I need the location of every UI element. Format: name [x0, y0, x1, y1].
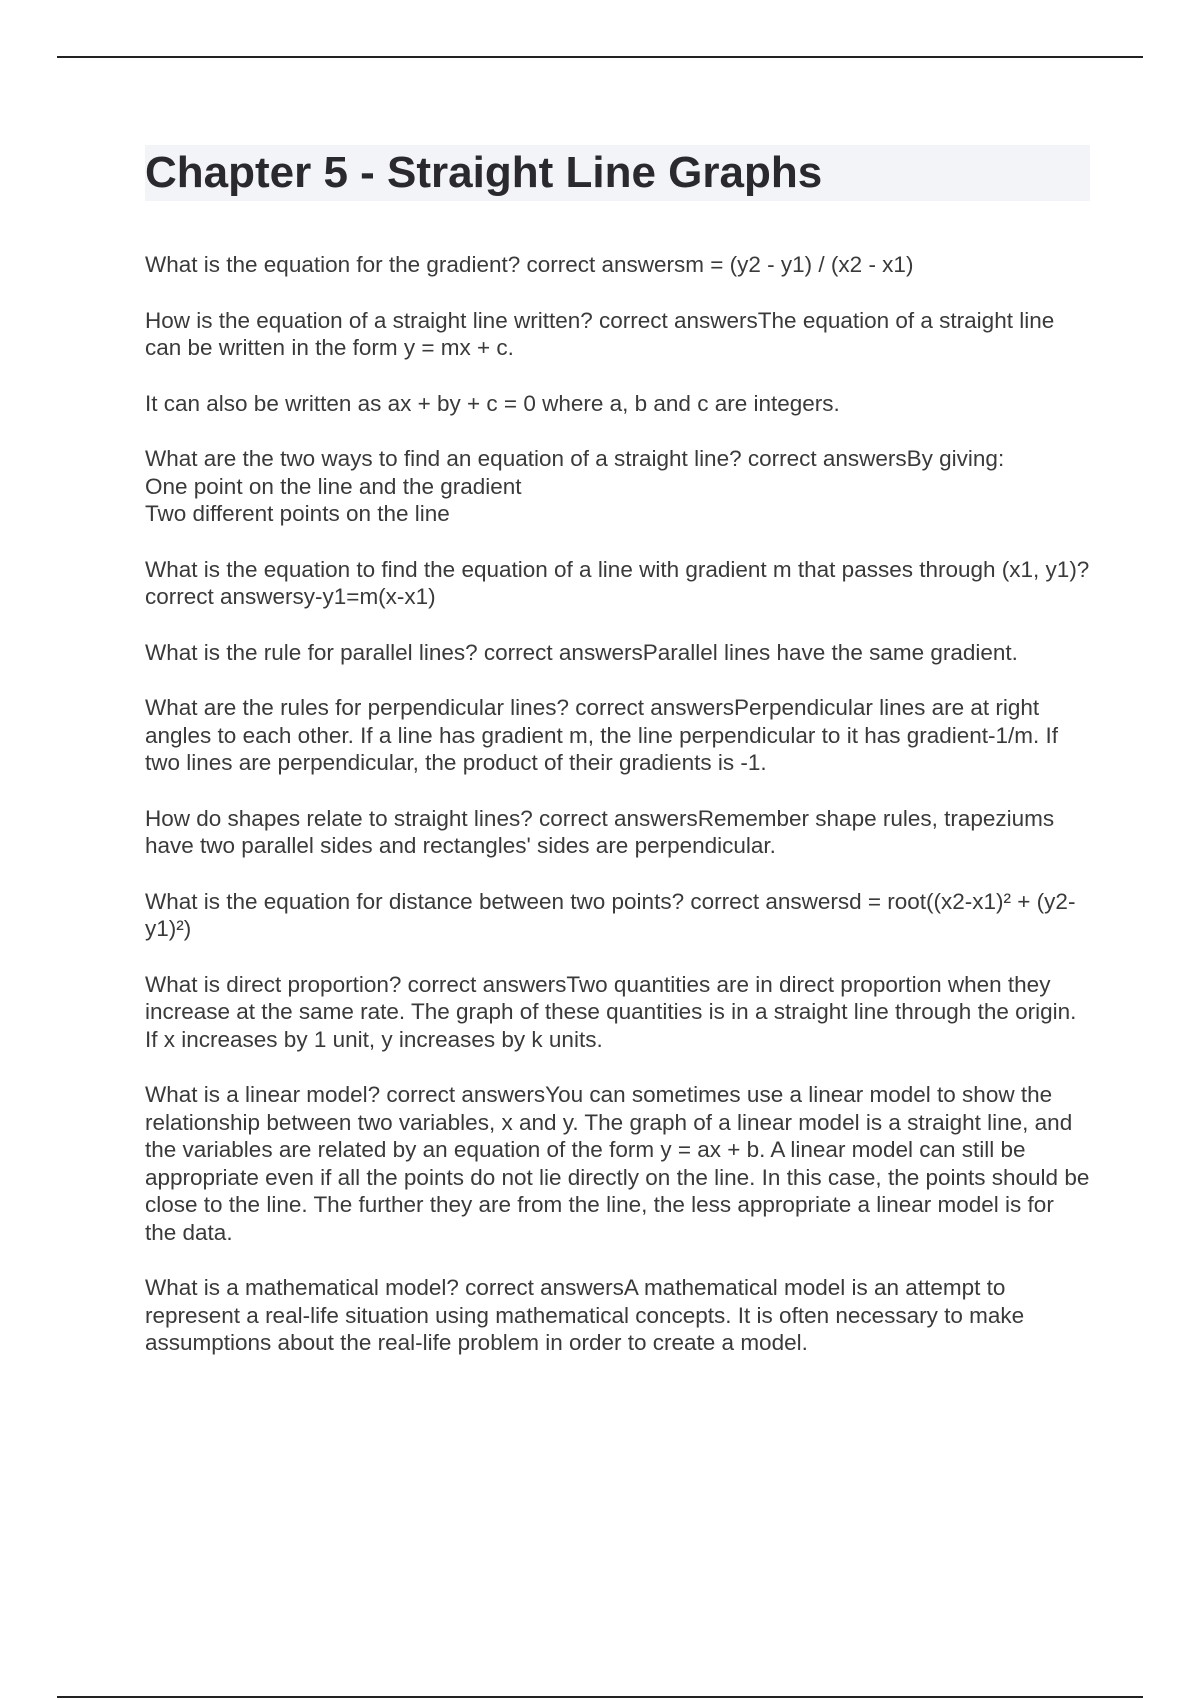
qa-extra-text: It can also be written as ax + by + c = 0 where a, b and c are integers.: [145, 390, 840, 416]
qa-text: What is a mathematical model? correct answersA mathematical model is an attempt to represent a real-life situation using mathematical concepts. It is often necessary to make assumptions about the real-life problem in order to create a model.: [145, 1275, 1025, 1355]
qa-item-distance: [145, 888, 1090, 943]
bottom-rule: [57, 1696, 1143, 1698]
qa-text: What is the equation for the gradient? correct answersm = (y2 - y1) / (x2 - x1): [145, 252, 914, 277]
qa-text: How do shapes relate to straight lines? correct answersRemember shape rules, trapeziums have two parallel sides and rectangles' sides are perpendicular.: [145, 805, 1055, 858]
title-band: [145, 145, 1090, 201]
top-rule: [57, 56, 1143, 58]
qa-item-mathematical-model: [145, 1274, 1090, 1357]
qa-item-parallel: [145, 639, 1090, 667]
qa-item-direct-proportion: [145, 971, 1090, 1054]
qa-text: How is the equation of a straight line written? correct answersThe equation of a straight line can be written in the form y = mx + c.: [145, 307, 1055, 360]
qa-text: What is the equation for distance between two points? correct answersd = root((x2-x1)² + (y2-y1)²): [145, 888, 1076, 941]
document-body: [145, 145, 1090, 1385]
qa-item-point-gradient: [145, 556, 1090, 611]
qa-text: What is direct proportion? correct answersTwo quantities are in direct proportion when they increase at the same rate. The graph of these quantities is in a straight line through the origin. If x increases by 1 unit, y increases by k units.: [145, 971, 1077, 1052]
qa-text: What is the rule for parallel lines? correct answersParallel lines have the same gradient.: [145, 639, 1018, 665]
qa-item-linear-model: [145, 1081, 1090, 1246]
qa-text: What are the two ways to find an equation of a straight line? correct answersBy giving: One point on the line and the gradient Two different points on the line: [145, 446, 1005, 526]
qa-text: What is a linear model? correct answersYou can sometimes use a linear model to show the relationship between two variables, x and y. The graph of a linear model is a straight line, and the variables are related by an equation of the form y = ax + b. A linear model can still be appropriate even if all the points do not lie directly on the line. In this case, the points should be close to the line. The further they are from the line, the less appropriate a linear model is for the data.: [145, 1082, 1090, 1245]
qa-item-two-ways: [145, 445, 1090, 528]
qa-item-shapes: [145, 805, 1090, 860]
qa-text: What is the equation to find the equation of a line with gradient m that passes through (x1, y1)? correct answersy-y1=m(x-x1): [145, 556, 1090, 609]
qa-item-perpendicular: [145, 694, 1090, 777]
qa-text: What are the rules for perpendicular lines? correct answersPerpendicular lines are at right angles to each other. If a line has gradient m, the line perpendicular to it has gradient-1/m. If two lines are perpendicular, the product of their gradients is -1.: [145, 695, 1059, 775]
qa-list: [145, 251, 1090, 1357]
qa-item-gradient: [145, 251, 1090, 279]
qa-item-line-equation: [145, 307, 1090, 418]
page-title: Chapter 5 - Straight Line Graphs: [145, 148, 823, 197]
